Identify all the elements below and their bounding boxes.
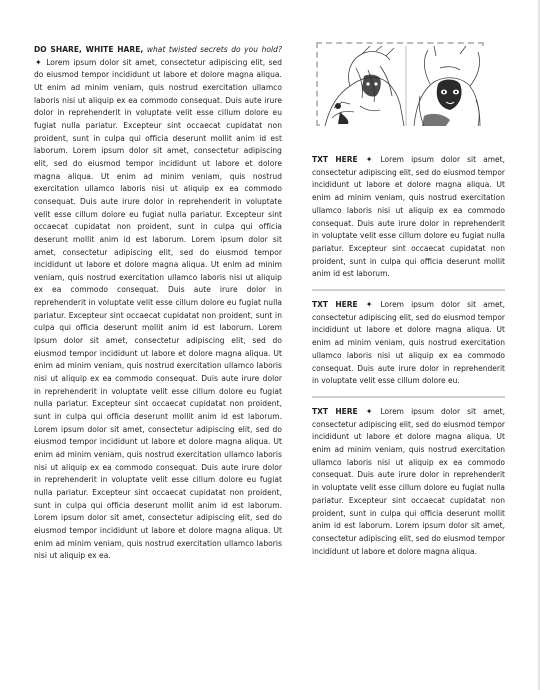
- manga-image-panel: [316, 42, 484, 126]
- main-text-column: [34, 44, 282, 563]
- sparkle-icon: ✦: [365, 155, 373, 164]
- box-heading: TXT HERE: [312, 155, 358, 164]
- lead-question: what twisted secrets do you hold?: [146, 45, 282, 54]
- text-box-3: [312, 406, 505, 558]
- sidebar-column: [312, 42, 505, 558]
- sparkle-icon: ✦: [35, 57, 42, 67]
- divider: [312, 396, 505, 398]
- manga-illustration: [320, 46, 484, 126]
- main-body-text: Lorem ipsum dolor sit amet, consectetur adipiscing elit, sed do eiusmod tempor incididunt ut labore et dolore magna aliqua. Ut enim ad minim veniam, quis nostrud exercitation ullamco laboris nisi ut aliquip ex ea commodo consequat. Duis aute irure dolor in reprehenderit in voluptate velit esse cillum dolore eu fugiat nulla pariatur. Excepteur sint occaecat cupidatat non proident, sunt in culpa qui officia deserunt mollit anim id est laborum. Lorem ipsum dolor sit amet, consectetur adipiscing elit, sed do eiusmod tempor incididunt ut labore et dolore magna aliqua. Ut enim ad minim veniam, quis nostrud exercitation ullamco laboris nisi ut aliquip ex ea commodo consequat. Duis aute irure dolor in reprehenderit in voluptate velit esse cillum dolore eu fugiat nulla pariatur. Excepteur sint occaecat cupidatat non proident, sunt in culpa qui officia deserunt mollit anim id est laborum. Lorem ipsum dolor sit amet, consectetur adipiscing elit, sed do eiusmod tempor incididunt ut labore et dolore magna aliqua. Ut enim ad minim veniam, quis nostrud exercitation ullamco laboris nisi ut aliquip ex ea commodo consequat. Duis aute irure dolor in reprehenderit in voluptate velit esse cillum dolore eu fugiat nulla pariatur. Excepteur sint occaecat cupidatat non proident, sunt in culpa qui officia deserunt mollit anim id est laborum. Lorem ipsum dolor sit amet, consectetur adipiscing elit, sed do eiusmod tempor incididunt ut labore et dolore magna aliqua. Ut enim ad minim veniam, quis nostrud exercitation ullamco laboris nisi ut aliquip ex ea commodo consequat. Duis aute irure dolor in reprehenderit in voluptate velit esse cillum dolore eu fugiat nulla pariatur. Excepteur sint occaecat cupidatat non proident, sunt in culpa qui officia deserunt mollit anim id est laborum. Lorem ipsum dolor sit amet, consectetur adipiscing elit, sed do eiusmod tempor incididunt ut labore et dolore magna aliqua. Ut enim ad minim veniam, quis nostrud exercitation ullamco laboris nisi ut aliquip ex ea commodo consequat. Duis aute irure dolor in reprehenderit in voluptate velit esse cillum dolore eu fugiat nulla pariatur. Excepteur sint occaecat cupidatat non proident, sunt in culpa qui officia deserunt mollit anim id est laborum. Lorem ipsum dolor sit amet, consectetur adipiscing elit, sed do eiusmod tempor incididunt ut labore et dolore magna aliqua. Ut enim ad minim veniam, quis nostrud exercitation ullamco laboris nisi ut aliquip ex ea.: [34, 57, 283, 561]
- text-box-1: [312, 154, 505, 281]
- sparkle-icon: ✦: [365, 406, 373, 416]
- box-body: Lorem ipsum dolor sit amet, consectetur adipiscing elit, sed do eiusmod tempor incididunt ut labore et dolore magna aliqua. Ut enim ad minim veniam, quis nostrud exercitation ullamco laboris nisi ut aliquip ex ea commodo consequat. Duis aute irure dolor in reprehenderit in voluptate velit esse cillum dolore eu fugiat nulla pariatur. Excepteur sint occaecat cupidatat non proident, sunt in culpa qui officia deserunt mollit anim id est laborum.: [312, 155, 506, 279]
- divider: [312, 289, 505, 291]
- text-box-2: [312, 299, 505, 388]
- lead-heading: DO SHARE, WHITE HARE,: [34, 45, 144, 54]
- box-heading: TXT HERE: [312, 406, 358, 416]
- sparkle-icon: ✦: [365, 300, 373, 310]
- box-heading: TXT HERE: [312, 300, 358, 310]
- box-body: Lorem ipsum dolor sit amet, consectetur adipiscing elit, sed do eiusmod tempor incididunt ut labore et dolore magna aliqua. Ut enim ad minim veniam, quis nostrud exercitation ullamco laboris nisi ut aliquip ex ea commodo consequat. Duis aute irure dolor in reprehenderit in voluptate velit esse cillum dolore eu fugiat nulla pariatur. Excepteur sint occaecat cupidatat non proident, sunt in culpa qui officia deserunt mollit anim id est laborum. Lorem ipsum dolor sit amet, consectetur adipiscing elit, sed do eiusmod tempor incididunt ut labore et dolore magna aliqua.: [312, 406, 506, 556]
- box-body: Lorem ipsum dolor sit amet, consectetur adipiscing elit, sed do eiusmod tempor incididunt ut labore et dolore magna aliqua. Ut enim ad minim veniam, quis nostrud exercitation ullamco laboris nisi ut aliquip ex ea commodo consequat. Duis aute irure dolor in reprehenderit in voluptate velit esse cillum dolore eu.: [312, 300, 506, 386]
